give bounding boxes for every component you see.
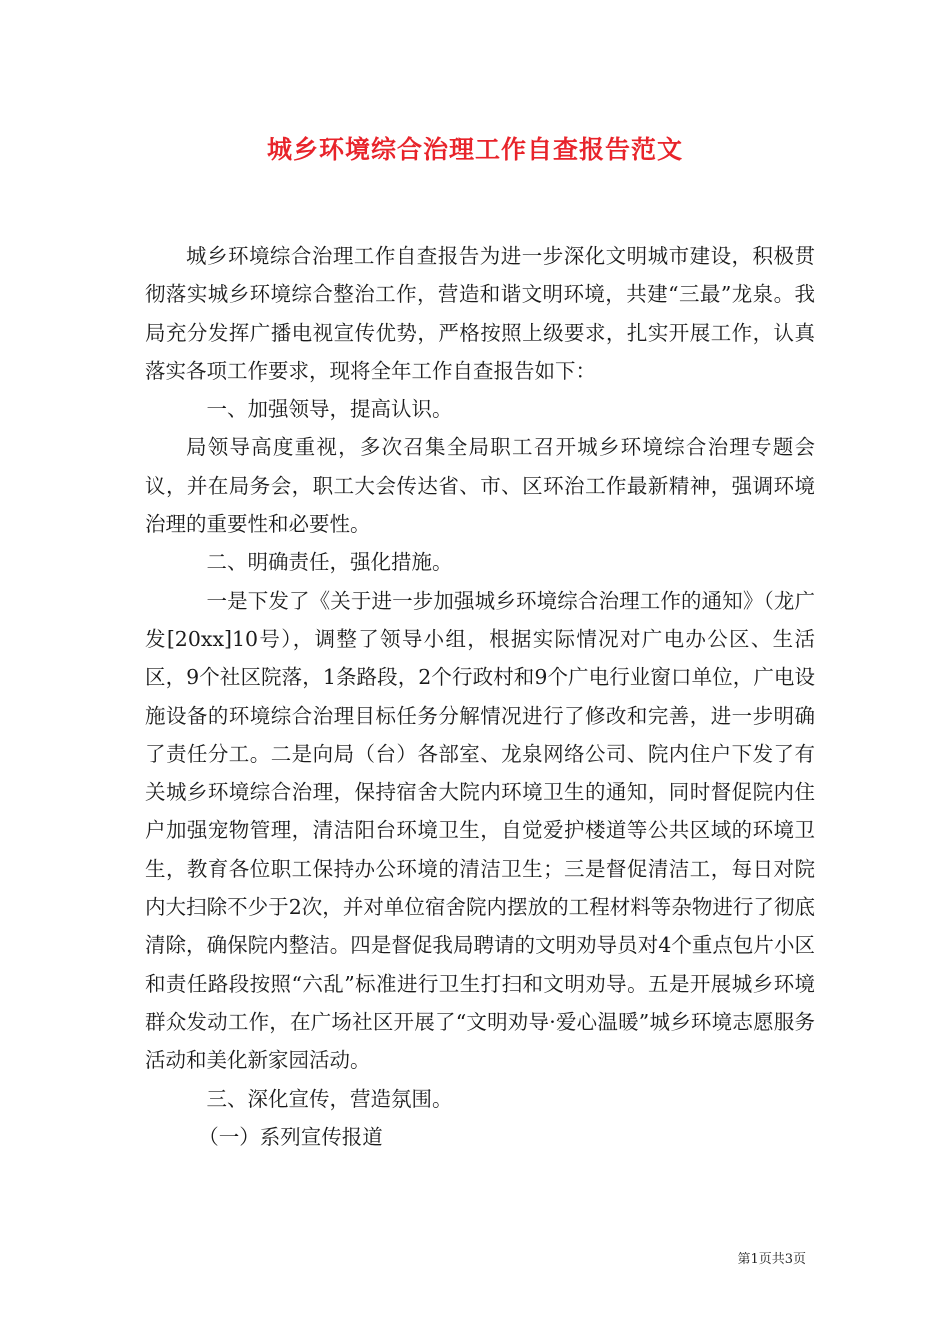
paragraph-section-2: 一是下发了《关于进一步加强城乡环境综合治理工作的通知》（龙广发[20xx]10号），调整了领导小组，根据实际情况对广电办公区、生活区，9个社区院落，1条路段，2个行政村和9个广电行业窗口单位，广电设施设备的环境综合治理目标任务分解情况进行了修改和完善，进一步明确了责任分工。二是向局（台）各部室、龙泉网络公司、院内住户下发了有关城乡环境综合治理，保持宿舍大院内环境卫生的通知，同时督促院内住户加强宠物管理，清洁阳台环境卫生，自觉爱护楼道等公共区域的环境卫生，教育各位职工保持办公环境的清洁卫生；三是督促清洁工，每日对院内大扫除不少于2次，并对单位宿舍院内摆放的工程材料等杂物进行了彻底清除，确保院内整洁。四是督促我局聘请的文明劝导员对4个重点包片小区和责任路段按照“六乱”标准进行卫生打扫和文明劝导。五是开展城乡环境群众发动工作，在广场社区开展了“文明劝导·爱心温暖”城乡环境志愿服务活动和美化新家园活动。 — [145, 588, 815, 1073]
page-number: 第1页共3页 — [737, 1252, 806, 1267]
document-body — [145, 237, 815, 1156]
paragraph-section-1: 局领导高度重视，多次召集全局职工召开城乡环境综合治理专题会议，并在局务会，职工大会传达省、市、区环治工作最新精神，强调环境治理的重要性和必要性。 — [145, 435, 815, 537]
paragraph-intro: 城乡环境综合治理工作自查报告为进一步深化文明城市建设，积极贯彻落实城乡环境综合整治工作，营造和谐文明环境，共建“三最”龙泉。我局充分发挥广播电视宣传优势，严格按照上级要求，扎实开展工作，认真落实各项工作要求，现将全年工作自查报告如下： — [145, 244, 815, 383]
subheading-3-1: （一）系列宣传报道 — [198, 1124, 383, 1149]
document-title: 城乡环境综合治理工作自查报告范文 — [266, 135, 683, 164]
heading-section-1: 一、加强领导，提高认识。 — [206, 397, 453, 422]
heading-section-3: 三、深化宣传，营造氛围。 — [206, 1086, 453, 1111]
heading-section-2: 二、明确责任，强化措施。 — [206, 550, 453, 575]
